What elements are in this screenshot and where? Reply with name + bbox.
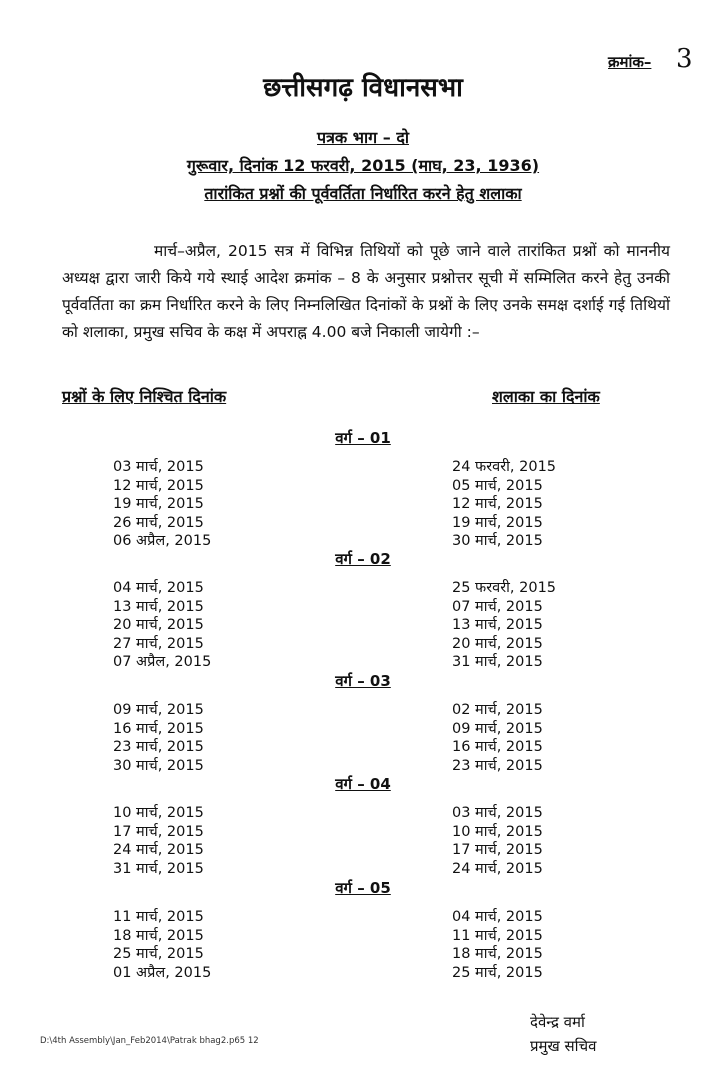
list-item: 09 मार्च, 2015 xyxy=(452,720,543,737)
list-item: 19 मार्च, 2015 xyxy=(452,514,543,531)
list-item: 31 मार्च, 2015 xyxy=(452,654,543,670)
list-item: 17 मार्च, 2015 xyxy=(113,823,204,840)
list-item: 31 मार्च, 2015 xyxy=(113,860,204,877)
list-item: 07 मार्च, 2015 xyxy=(452,598,543,615)
list-item: 10 मार्च, 2015 xyxy=(113,805,204,821)
list-item: 10 मार्च, 2015 xyxy=(452,823,543,840)
list-item: 16 मार्च, 2015 xyxy=(452,739,543,755)
list-item: 18 मार्च, 2015 xyxy=(113,927,204,944)
list-item: 03 मार्च, 2015 xyxy=(113,459,204,475)
intro-paragraph xyxy=(62,238,670,346)
list-item: 02 मार्च, 2015 xyxy=(452,702,543,718)
list-item: 20 मार्च, 2015 xyxy=(113,617,204,633)
signatory-title: प्रमुख सचिव xyxy=(530,1037,597,1055)
list-item: 12 मार्च, 2015 xyxy=(452,496,543,512)
list-item: 16 मार्च, 2015 xyxy=(113,720,204,737)
list-item: 30 मार्च, 2015 xyxy=(452,533,543,549)
list-item: 24 मार्च, 2015 xyxy=(452,860,543,877)
list-item: 20 मार्च, 2015 xyxy=(452,635,543,652)
list-item: 27 मार्च, 2015 xyxy=(113,635,204,652)
list-item: 13 मार्च, 2015 xyxy=(113,598,204,615)
footer-file-path: D:\4th Assembly\Jan_Feb2014\Patrak bhag2.p65 12 xyxy=(40,1036,259,1046)
list-item: 05 मार्च, 2015 xyxy=(452,477,543,494)
kramank-number: 3 xyxy=(676,44,693,74)
list-item: 25 फरवरी, 2015 xyxy=(452,580,557,596)
list-item: 12 मार्च, 2015 xyxy=(113,477,204,494)
ballot-dates-list xyxy=(452,579,556,672)
list-item: 24 मार्च, 2015 xyxy=(113,842,204,858)
list-item: 06 अप्रैल, 2015 xyxy=(113,533,212,549)
list-item: 17 मार्च, 2015 xyxy=(452,842,543,858)
ballot-dates-list xyxy=(452,908,543,982)
list-item: 24 फरवरी, 2015 xyxy=(452,459,557,475)
signatory-name: देवेन्द्र वर्मा xyxy=(530,1013,585,1031)
list-item: 23 मार्च, 2015 xyxy=(452,757,543,774)
list-item: 09 मार्च, 2015 xyxy=(113,702,204,718)
list-item: 18 मार्च, 2015 xyxy=(452,946,543,962)
list-item: 19 मार्च, 2015 xyxy=(113,496,204,512)
ballot-dates-list xyxy=(452,701,543,775)
document-part: पत्रक भाग – दो xyxy=(317,128,409,147)
list-item: 25 मार्च, 2015 xyxy=(452,964,543,981)
list-item: 11 मार्च, 2015 xyxy=(113,909,204,925)
list-item: 25 मार्च, 2015 xyxy=(113,946,204,962)
list-item: 04 मार्च, 2015 xyxy=(452,909,543,925)
list-item: 03 मार्च, 2015 xyxy=(452,805,543,821)
kramank-label: क्रमांक– xyxy=(608,53,652,71)
question-dates-list xyxy=(113,701,204,775)
group-title: वर्ग – 01 xyxy=(335,429,391,447)
list-item: 07 अप्रैल, 2015 xyxy=(113,654,212,670)
list-item: 04 मार्च, 2015 xyxy=(113,580,204,596)
question-dates-list xyxy=(113,579,211,672)
list-item: 26 मार्च, 2015 xyxy=(113,514,204,531)
list-item: 11 मार्च, 2015 xyxy=(452,927,543,944)
group-title: वर्ग – 02 xyxy=(335,550,391,568)
intro-paragraph-text: मार्च–अप्रैल, 2015 सत्र में विभिन्न तिथियों को पूछे जाने वाले तारांकित प्रश्नों को माननीय अध्यक्ष द्वारा जारी किये गये स्थाई आदेश क्रमांक – 8 के अनुसार प्रश्नोत्तर सूची में सम्मिलित करने हेतु उनकी पूर्ववर्तिता का क्रम निर्धारित करने के लिए निम्नलिखित दिनांकों के प्रश्नों के लिए उनके समक्ष दर्शाई गई तिथियों को शलाका, प्रमुख सचिव के कक्ष में अपराह्न 4.00 बजे निकाली जायेगी :– xyxy=(62,242,670,341)
document-date: गुरूवार, दिनांक 12 फरवरी, 2015 (माघ, 23, 1936) xyxy=(186,156,540,175)
group-title: वर्ग – 04 xyxy=(335,775,391,793)
list-item: 23 मार्च, 2015 xyxy=(113,739,204,755)
list-item: 01 अप्रैल, 2015 xyxy=(113,964,212,981)
group-title: वर्ग – 05 xyxy=(335,879,391,897)
header-question-dates: प्रश्नों के लिए निश्चित दिनांक xyxy=(62,387,227,406)
question-dates-list xyxy=(113,458,211,551)
question-dates-list xyxy=(113,908,211,982)
ballot-dates-list xyxy=(452,458,556,551)
group-title: वर्ग – 03 xyxy=(335,672,391,690)
list-item: 30 मार्च, 2015 xyxy=(113,757,204,774)
header-ballot-dates: शलाका का दिनांक xyxy=(492,387,600,406)
page-title: छत्तीसगढ़ विधानसभा xyxy=(263,73,463,103)
question-dates-list xyxy=(113,804,204,878)
ballot-dates-list xyxy=(452,804,543,878)
list-item: 13 मार्च, 2015 xyxy=(452,617,543,633)
document-subject: तारांकित प्रश्नों की पूर्ववर्तिता निर्धारित करने हेतु शलाका xyxy=(204,184,522,203)
